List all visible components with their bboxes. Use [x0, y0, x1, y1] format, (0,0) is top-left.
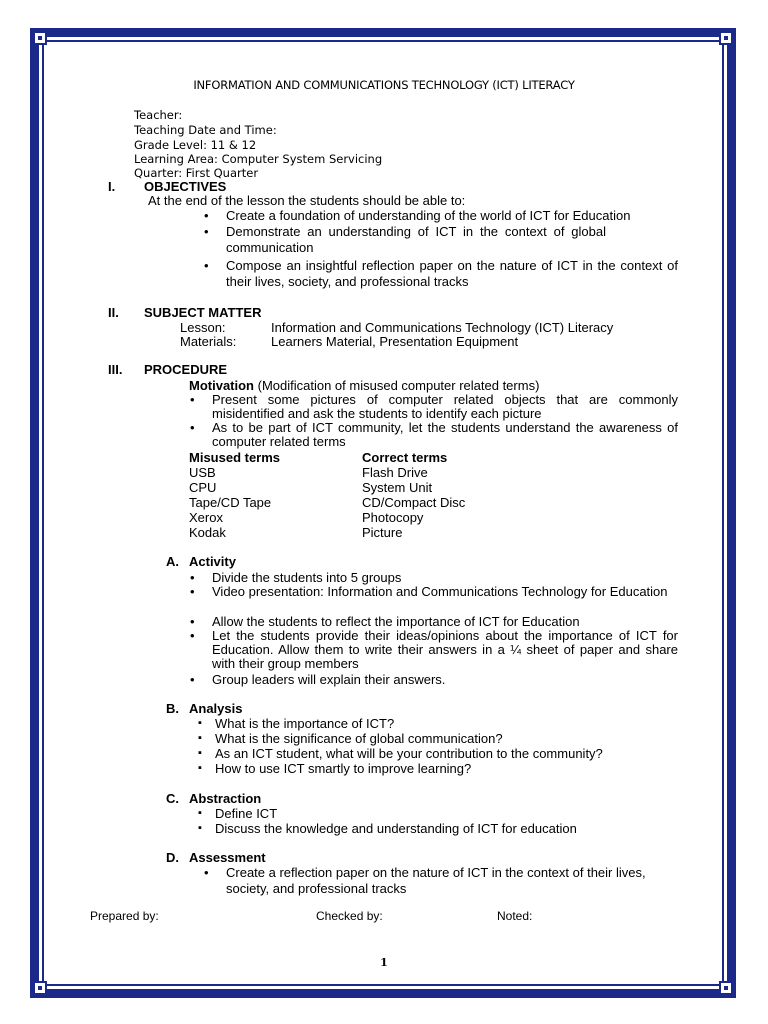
checked-by-label: Checked by:	[316, 909, 383, 923]
motivation-line	[189, 378, 539, 393]
terms-correct-cell: System Unit	[362, 480, 433, 495]
corner-ornament-top-right	[719, 31, 733, 45]
assessment-item: • Create a reflection paper on the nature of ICT in the context of their lives, society, and professional tracks	[226, 865, 676, 897]
section-number-objectives: I.	[108, 179, 116, 194]
section-heading-objectives: OBJECTIVES	[144, 179, 227, 194]
motivation-item: • As to be part of ICT community, let the students understand the awareness of computer related terms	[212, 421, 678, 449]
motivation-label: Motivation	[189, 378, 254, 393]
terms-misused-cell: Tape/CD Tape	[189, 495, 272, 510]
terms-correct-cell: Photocopy	[362, 510, 424, 525]
objective-item: • Demonstrate an understanding of ICT in the context of global communication	[226, 224, 606, 256]
subject-value-lesson: Information and Communications Technology (ICT) Literacy	[271, 320, 614, 335]
subject-value-materials: Learners Material, Presentation Equipment	[271, 334, 519, 349]
subsection-letter-abstraction: C.	[166, 791, 179, 806]
terms-misused-cell: Xerox	[189, 510, 223, 525]
analysis-question: ▪ As an ICT student, what will be your contribution to the community?	[215, 746, 603, 761]
noted-label: Noted:	[497, 909, 533, 923]
motivation-note: (Modification of misused computer related terms)	[257, 378, 540, 393]
terms-misused-cell: USB	[189, 465, 216, 480]
corner-ornament-bottom-right	[719, 981, 733, 995]
meta-grade-level: Grade Level: 11 & 12	[134, 138, 257, 152]
terms-misused-cell: CPU	[189, 480, 217, 495]
abstraction-item: ▪ Discuss the knowledge and understanding of ICT for education	[215, 821, 577, 836]
objective-item: • Compose an insightful reflection paper on the nature of ICT in the context of their lives, society, and professional tracks	[226, 258, 678, 290]
terms-correct-cell: CD/Compact Disc	[362, 495, 466, 510]
subject-label-materials: Materials:	[180, 334, 237, 349]
terms-header-correct: Correct terms	[362, 450, 448, 465]
meta-quarter: Quarter: First Quarter	[134, 166, 259, 180]
activity-item: • Video presentation: Information and Communications Technology for Education	[212, 585, 678, 599]
objective-item: • Create a foundation of understanding of the world of ICT for Education	[226, 208, 630, 223]
objectives-intro: At the end of the lesson the students should be able to:	[148, 193, 466, 208]
subsection-heading-activity: Activity	[189, 554, 236, 569]
subsection-heading-assessment: Assessment	[189, 850, 266, 865]
corner-ornament-top-left	[33, 31, 47, 45]
analysis-question: ▪ What is the importance of ICT?	[215, 716, 394, 731]
activity-item: • Divide the students into 5 groups	[212, 570, 401, 585]
terms-correct-cell: Flash Drive	[362, 465, 428, 480]
activity-item: • Group leaders will explain their answers.	[212, 672, 445, 687]
activity-item: • Allow the students to reflect the importance of ICT for Education	[212, 614, 580, 629]
abstraction-item: ▪ Define ICT	[215, 806, 277, 821]
subsection-heading-analysis: Analysis	[189, 701, 243, 716]
subject-label-lesson: Lesson:	[180, 320, 226, 335]
meta-learning-area: Learning Area: Computer System Servicing	[134, 152, 383, 166]
section-heading-subject-matter: SUBJECT MATTER	[144, 305, 262, 320]
analysis-question: ▪ What is the significance of global communication?	[215, 731, 503, 746]
corner-ornament-bottom-left	[33, 981, 47, 995]
terms-misused-cell: Kodak	[189, 525, 226, 540]
subsection-heading-abstraction: Abstraction	[189, 791, 262, 806]
analysis-question: ▪ How to use ICT smartly to improve learning?	[215, 761, 471, 776]
terms-header-misused: Misused terms	[189, 450, 281, 465]
meta-teaching-date: Teaching Date and Time:	[134, 123, 277, 137]
section-heading-procedure: PROCEDURE	[144, 362, 228, 377]
activity-item: • Let the students provide their ideas/opinions about the importance of ICT for Education. Allow them to write their answers in a ¼ sheet of paper and share with their group members	[212, 629, 678, 671]
section-number-procedure: III.	[108, 362, 123, 377]
page-number: 1	[380, 956, 388, 969]
section-number-subject-matter: II.	[108, 305, 119, 320]
meta-teacher: Teacher:	[134, 108, 183, 122]
subsection-letter-analysis: B.	[166, 701, 179, 716]
motivation-item: • Present some pictures of computer related objects that are commonly misidentified and ask the students to identify each picture	[212, 393, 678, 421]
prepared-by-label: Prepared by:	[90, 909, 159, 923]
subsection-letter-activity: A.	[166, 554, 179, 569]
document-title: INFORMATION AND COMMUNICATIONS TECHNOLOGY (ICT) LITERACY	[193, 78, 575, 92]
subsection-letter-assessment: D.	[166, 850, 179, 865]
terms-correct-cell: Picture	[362, 525, 403, 540]
